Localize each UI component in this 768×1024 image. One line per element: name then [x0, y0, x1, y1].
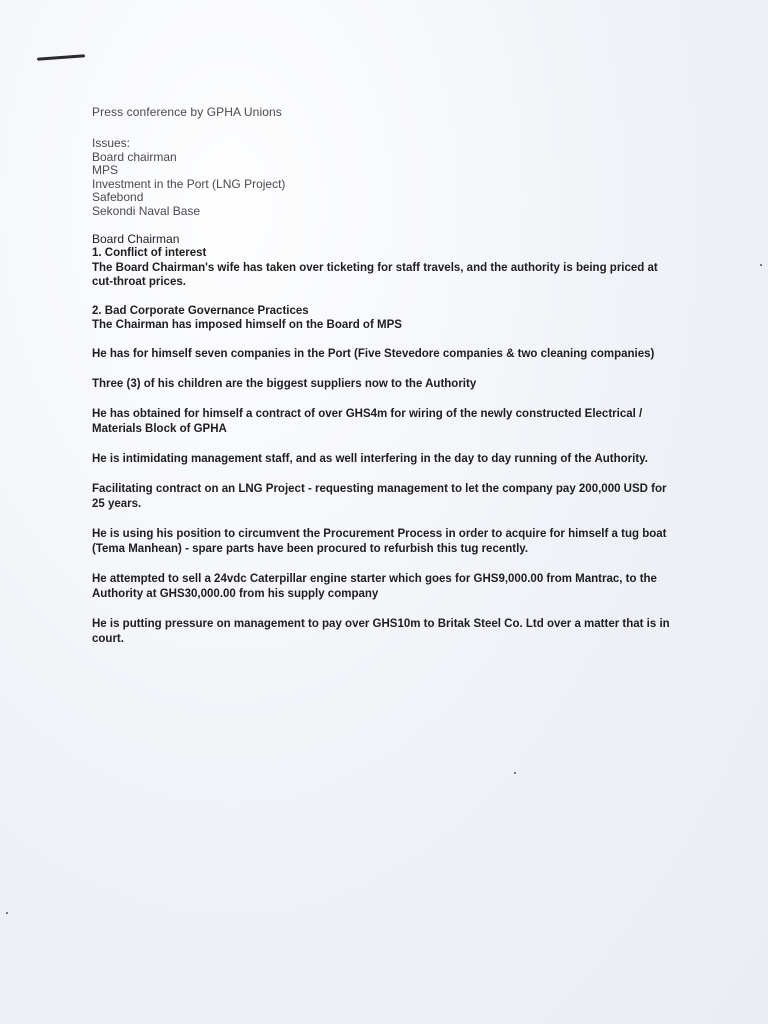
subsection-heading: 1. Conflict of interest — [92, 247, 207, 259]
scan-speck — [514, 772, 516, 774]
issue-item: Safebond — [92, 190, 144, 204]
scan-speck — [760, 264, 762, 266]
paragraph: Three (3) of his children are the biggest suppliers now to the Authority — [92, 377, 477, 390]
pen-stroke-mark — [37, 54, 85, 60]
paragraph: He has for himself seven companies in the Port (Five Stevedore companies & two cleaning companies) — [92, 347, 655, 360]
subsection-text: The Board Chairman's wife has taken over ticketing for staff travels, and the authority is being priced at cut-throat prices. — [92, 261, 658, 288]
paragraph: He attempted to sell a 24vdc Caterpillar engine starter which goes for GHS9,000.00 from Mantrac, to the Authority at GHS30,000.00 from his supply company — [92, 572, 657, 600]
paragraph: He is putting pressure on management to pay over GHS10m to Britak Steel Co. Ltd over a matter that is in court. — [92, 617, 670, 645]
governance-section — [92, 304, 672, 333]
section-title: Board Chairman — [92, 232, 180, 246]
paragraph: He is using his position to circumvent the Procurement Process in order to acquire for himself a tug boat (Tema Manhean) - spare parts have been procured to refurbish this tug recently. — [92, 527, 667, 555]
issue-item: Sekondi Naval Base — [92, 203, 201, 218]
subsection-text: The Chairman has imposed himself on the Board of MPS — [92, 319, 402, 331]
issue-item: MPS — [92, 163, 119, 177]
issues-heading: Issues: — [92, 136, 131, 150]
subsection-heading: 2. Bad Corporate Governance Practices — [92, 304, 309, 317]
scan-speck — [6, 912, 8, 914]
issues-list — [92, 137, 672, 218]
document-body — [92, 105, 672, 662]
paragraph: He has obtained for himself a contract of over GHS4m for wiring of the newly constructed Electrical / Materials Block of GPHA — [92, 407, 643, 435]
issue-item: Investment in the Port (LNG Project) — [92, 176, 286, 191]
issue-item: Board chairman — [92, 149, 177, 164]
document-title: Press conference by GPHA Unions — [92, 105, 282, 119]
paragraph: He is intimidating management staff, and as well interfering in the day to day running of the Authority. — [92, 452, 648, 465]
paragraph: Facilitating contract on an LNG Project - requesting management to let the company pay 200,000 USD for 25 years. — [92, 482, 667, 510]
board-chairman-section — [92, 232, 672, 290]
